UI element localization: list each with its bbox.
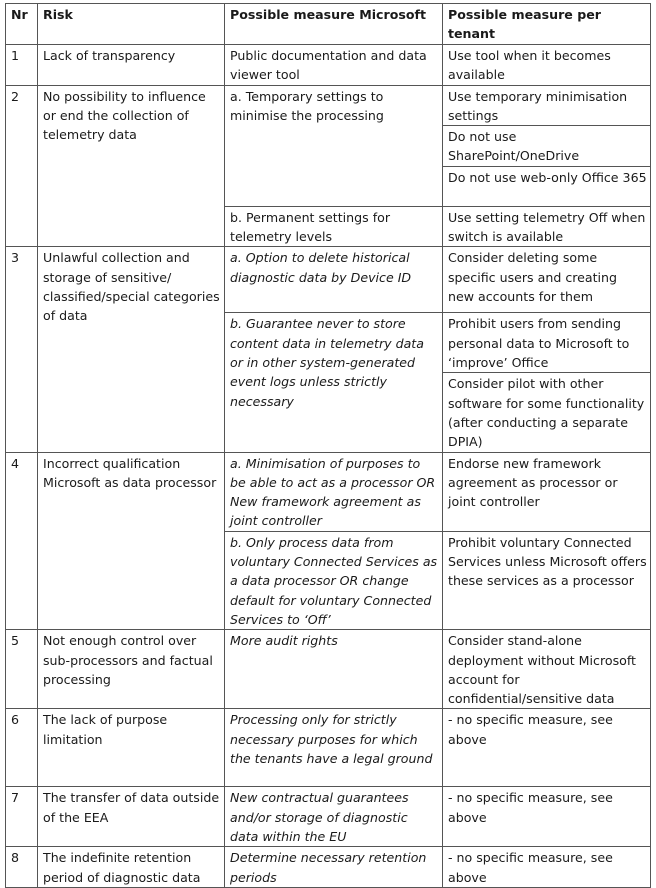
table-row [6,247,651,313]
risk-cell: Not enough control over sub-processors and factual processing [38,630,225,709]
tenant-measure-cell: Use setting telemetry Off when switch is available [443,206,651,247]
microsoft-measure-cell: Public documentation and data viewer tool [225,44,443,85]
row-nr: 4 [6,452,38,630]
microsoft-measure-cell: Determine necessary retention periods [225,847,443,888]
tenant-measure-cell: Consider pilot with other software for some functionality (after conducting a separate DPIA) [443,373,651,452]
row-nr: 3 [6,247,38,452]
tenant-measure-cell: Consider deleting some specific users and creating new accounts for them [443,247,651,313]
risk-cell: No possibility to influence or end the collection of telemetry data [38,85,225,247]
header-row [6,4,651,45]
row-nr: 7 [6,787,38,847]
header-nr: Nr [6,4,38,45]
table-row [6,85,651,126]
table-row [6,847,651,888]
row-nr: 8 [6,847,38,888]
microsoft-measure-cell: New contractual guarantees and/or storage of diagnostic data within the EU [225,787,443,847]
tenant-measure-cell: Consider stand-alone deployment without Microsoft account for confidential/sensitive data [443,630,651,709]
tenant-measure-cell: - no specific measure, see above [443,787,651,847]
risk-measures-table [5,3,651,888]
microsoft-measure-cell: a. Temporary settings to minimise the processing [225,85,443,206]
row-nr: 5 [6,630,38,709]
tenant-measure-cell: - no specific measure, see above [443,847,651,888]
microsoft-measure-cell: a. Option to delete historical diagnostic data by Device ID [225,247,443,313]
table-row [6,44,651,85]
risk-cell: Incorrect qualification Microsoft as data processor [38,452,225,630]
table-row [6,630,651,709]
header-risk: Risk [38,4,225,45]
table-row [6,787,651,847]
microsoft-measure-cell: b. Only process data from voluntary Connected Services as a data processor OR change default for voluntary Connected Services to ‘Off’ [225,531,443,629]
risk-cell: Lack of transparency [38,44,225,85]
tenant-measure-cell: Use tool when it becomes available [443,44,651,85]
header-measure-tenant: Possible measure per tenant [443,4,651,45]
risk-cell: Unlawful collection and storage of sensitive/ classified/special categories of data [38,247,225,452]
tenant-measure-cell: Prohibit users from sending personal data to Microsoft to ‘improve’ Office [443,313,651,373]
row-nr: 6 [6,709,38,787]
risk-cell: The lack of purpose limitation [38,709,225,787]
tenant-measure-cell: Prohibit voluntary Connected Services unless Microsoft offers these services as a processor [443,531,651,629]
microsoft-measure-cell: a. Minimisation of purposes to be able to act as a processor OR New framework agreement as joint controller [225,452,443,531]
tenant-measure-cell: - no specific measure, see above [443,709,651,787]
microsoft-measure-cell: b. Guarantee never to store content data in telemetry data or in other system-generated event logs unless strictly necessary [225,313,443,452]
microsoft-measure-cell: Processing only for strictly necessary purposes for which the tenants have a legal ground [225,709,443,787]
tenant-measure-cell: Do not use SharePoint/OneDrive [443,126,651,167]
row-nr: 2 [6,85,38,247]
tenant-measure-cell: Use temporary minimisation settings [443,85,651,126]
microsoft-measure-cell: More audit rights [225,630,443,709]
row-nr: 1 [6,44,38,85]
risk-cell: The indefinite retention period of diagnostic data [38,847,225,888]
table-row [6,709,651,787]
microsoft-measure-cell: b. Permanent settings for telemetry levels [225,206,443,247]
table-row [6,452,651,531]
tenant-measure-cell: Do not use web-only Office 365 [443,166,651,206]
tenant-measure-cell: Endorse new framework agreement as processor or joint controller [443,452,651,531]
header-measure-microsoft: Possible measure Microsoft [225,4,443,45]
risk-cell: The transfer of data outside of the EEA [38,787,225,847]
